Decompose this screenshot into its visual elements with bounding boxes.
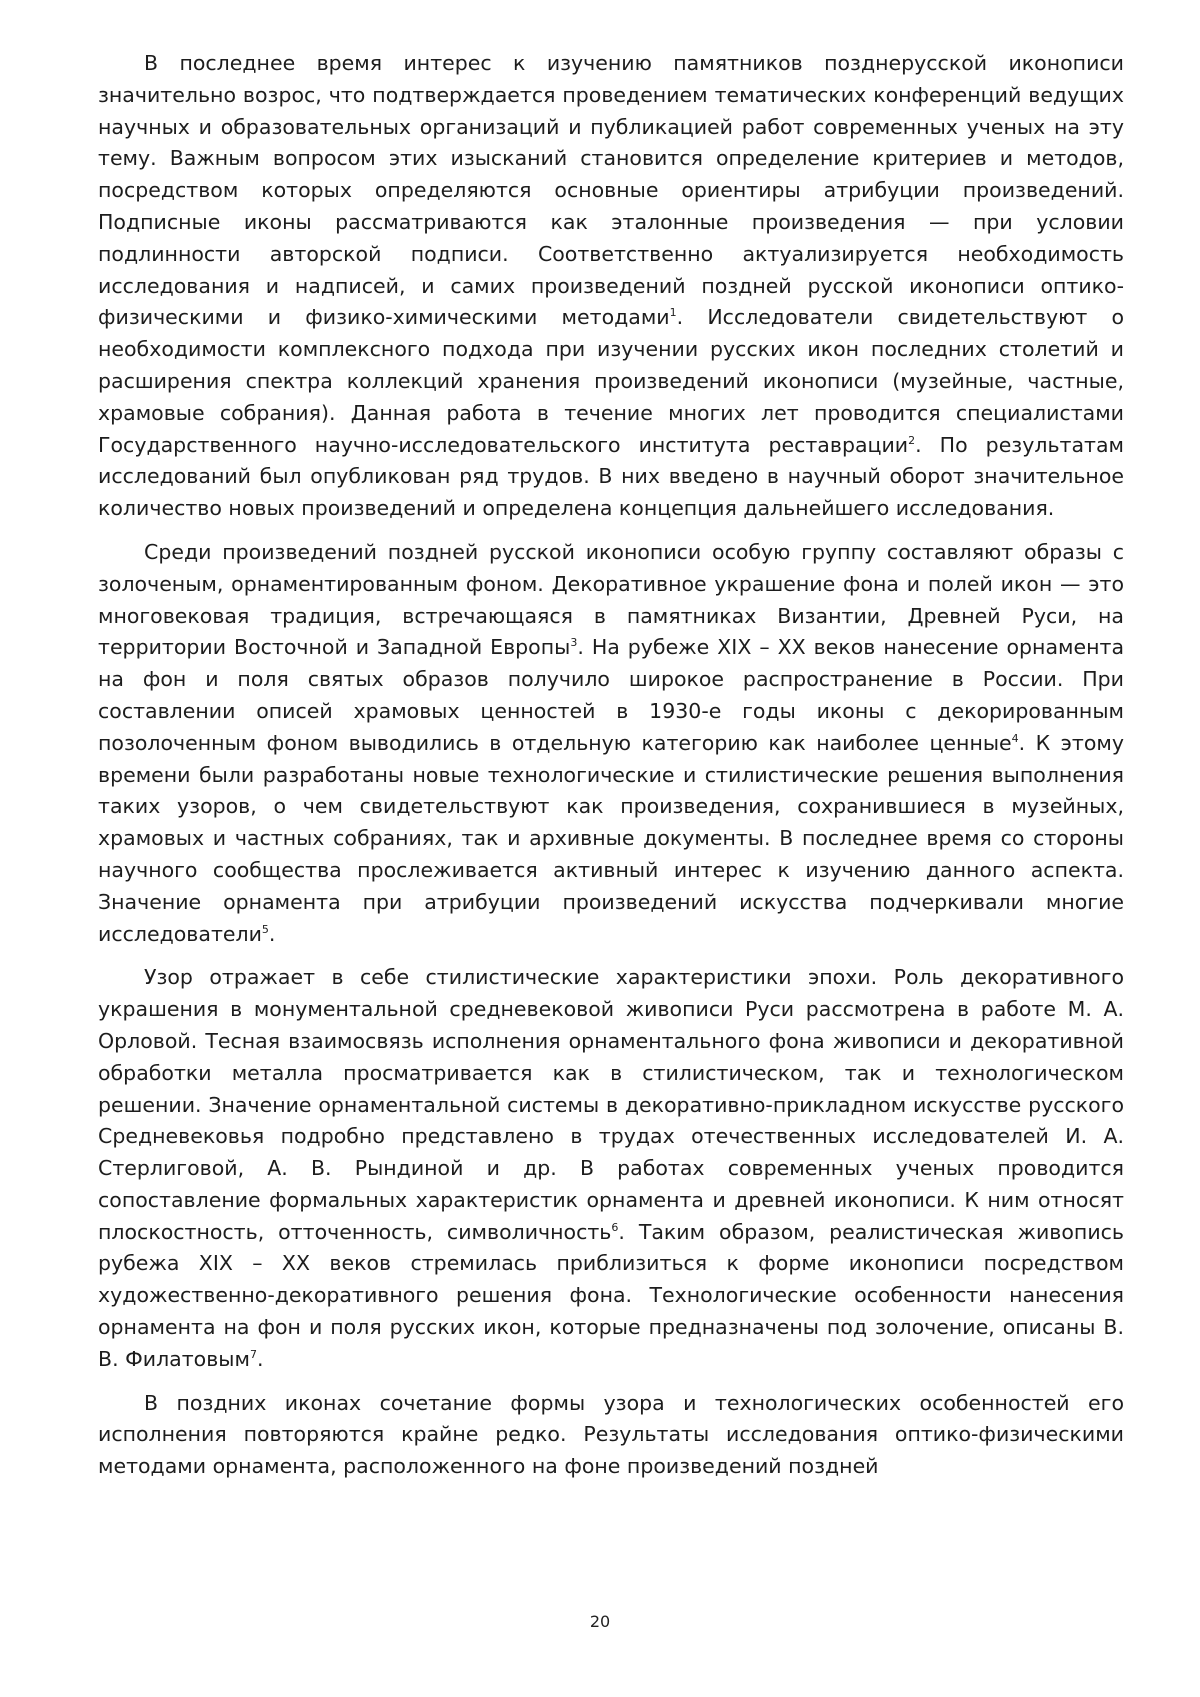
footnote-marker: 5 [261, 922, 269, 936]
text-run: Узор отражает в себе стилистические характеристики эпохи. Роль декоративного украшения в монументальной средневековой живописи Руси рассмотрена в работе М. А. Орловой. Тесная взаимосвязь исполнения орнаментального фона живописи и декоративной обработки металла просматривается как в стилистическом, так и технологическом решении. Значение орнаментальной системы в декоративно-прикладном искусстве русского Средневековья подробно представлено в трудах отечественных исследователей И. А. Стерлиговой, А. В. Рындиной и др. В работах современных ученых проводится сопоставление формальных характеристик орнамента и древней иконописи. К ним относят плоскостность, отточенность, символичность [98, 965, 1124, 1244]
text-run: . [256, 1346, 264, 1371]
text-run: Среди произведений поздней русской иконописи особую группу составляют образы с золоченым, орнаментированным фоном. Декоративное украшение фона и полей икон — это многовековая традиция, встречающаяся в памятниках Византии, Древней Руси, на территории Восточной и Западной Европы [98, 539, 1124, 660]
footnote-marker: 2 [908, 433, 916, 447]
paragraph [98, 1388, 1124, 1483]
text-run: В поздних иконах сочетание формы узора и технологических особенностей его исполнения повторяются крайне редко. Результаты исследования оптико-физическими методами орнамента, расположенного на фоне произведений поздней [98, 1390, 1124, 1479]
footnote-marker: 6 [611, 1220, 619, 1234]
text-run: . Исследователи свидетельствуют о необходимости комплексного подхода при изучении русских икон последних столетий и расширения спектра коллекций хранения произведений иконописи (музейные, частные, храмовые собрания). Данная работа в течение многих лет проводится специалистами Государственного научно-исследовательского института реставрации [98, 305, 1124, 457]
paragraph [98, 962, 1124, 1375]
body-text [98, 48, 1124, 1495]
text-run: . [268, 921, 276, 946]
paragraph [98, 48, 1124, 525]
text-run: . К этому времени были разработаны новые технологические и стилистические решения выполнения таких узоров, о чем свидетельствуют как произведения, сохранившиеся в музейных, храмовых и частных собраниях, так и архивные документы. В последнее время со стороны научного сообщества прослеживается активный интерес к изучению данного аспекта. Значение орнамента при атрибуции произведений искусства подчеркивали многие исследователи [98, 730, 1124, 946]
text-run: . На рубеже XIX – XX веков нанесение орнамента на фон и поля святых образов получило широкое распространение в России. При составлении описей храмовых ценностей в 1930-е годы иконы с декорированным позолоченным фоном выводились в отдельную категорию как наиболее ценные [98, 635, 1125, 755]
footnote-marker: 7 [249, 1348, 257, 1362]
text-run: В последнее время интерес к изучению памятников позднерусской иконописи значительно возрос, что подтверждается проведением тематических конференций ведущих научных и образовательных организаций и публикацией работ современных ученых на эту тему. Важным вопросом этих изысканий становится определение критериев и методов, посредством которых определяются основные ориентиры атрибуции произведений. Подписные иконы рассматриваются как эталонные произведения — при условии подлинности авторской подписи. Соответственно актуализируется необходимость исследования и надписей, и самих произведений поздней русской иконописи оптико-физическими и физико-химическими методами [98, 51, 1124, 330]
footnote-marker: 1 [669, 306, 677, 320]
text-run: . Таким образом, реалистическая живопись рубежа XIX – XX веков стремилась приблизиться к форме иконописи посредством художественно-декоративного решения фона. Технологические особенности нанесения орнамента на фон и поля русских икон, которые предназначены под золочение, описаны В. В. Филатовым [98, 1219, 1124, 1371]
footnote-marker: 4 [1011, 731, 1019, 745]
paragraph [98, 537, 1124, 950]
footnote-marker: 3 [570, 636, 578, 650]
text-run: . По результатам исследований был опубликован ряд трудов. В них введено в научный оборот значительное количество новых произведений и определена концепция дальнейшего исследования. [98, 432, 1124, 521]
page-number: 20 [589, 1612, 611, 1631]
